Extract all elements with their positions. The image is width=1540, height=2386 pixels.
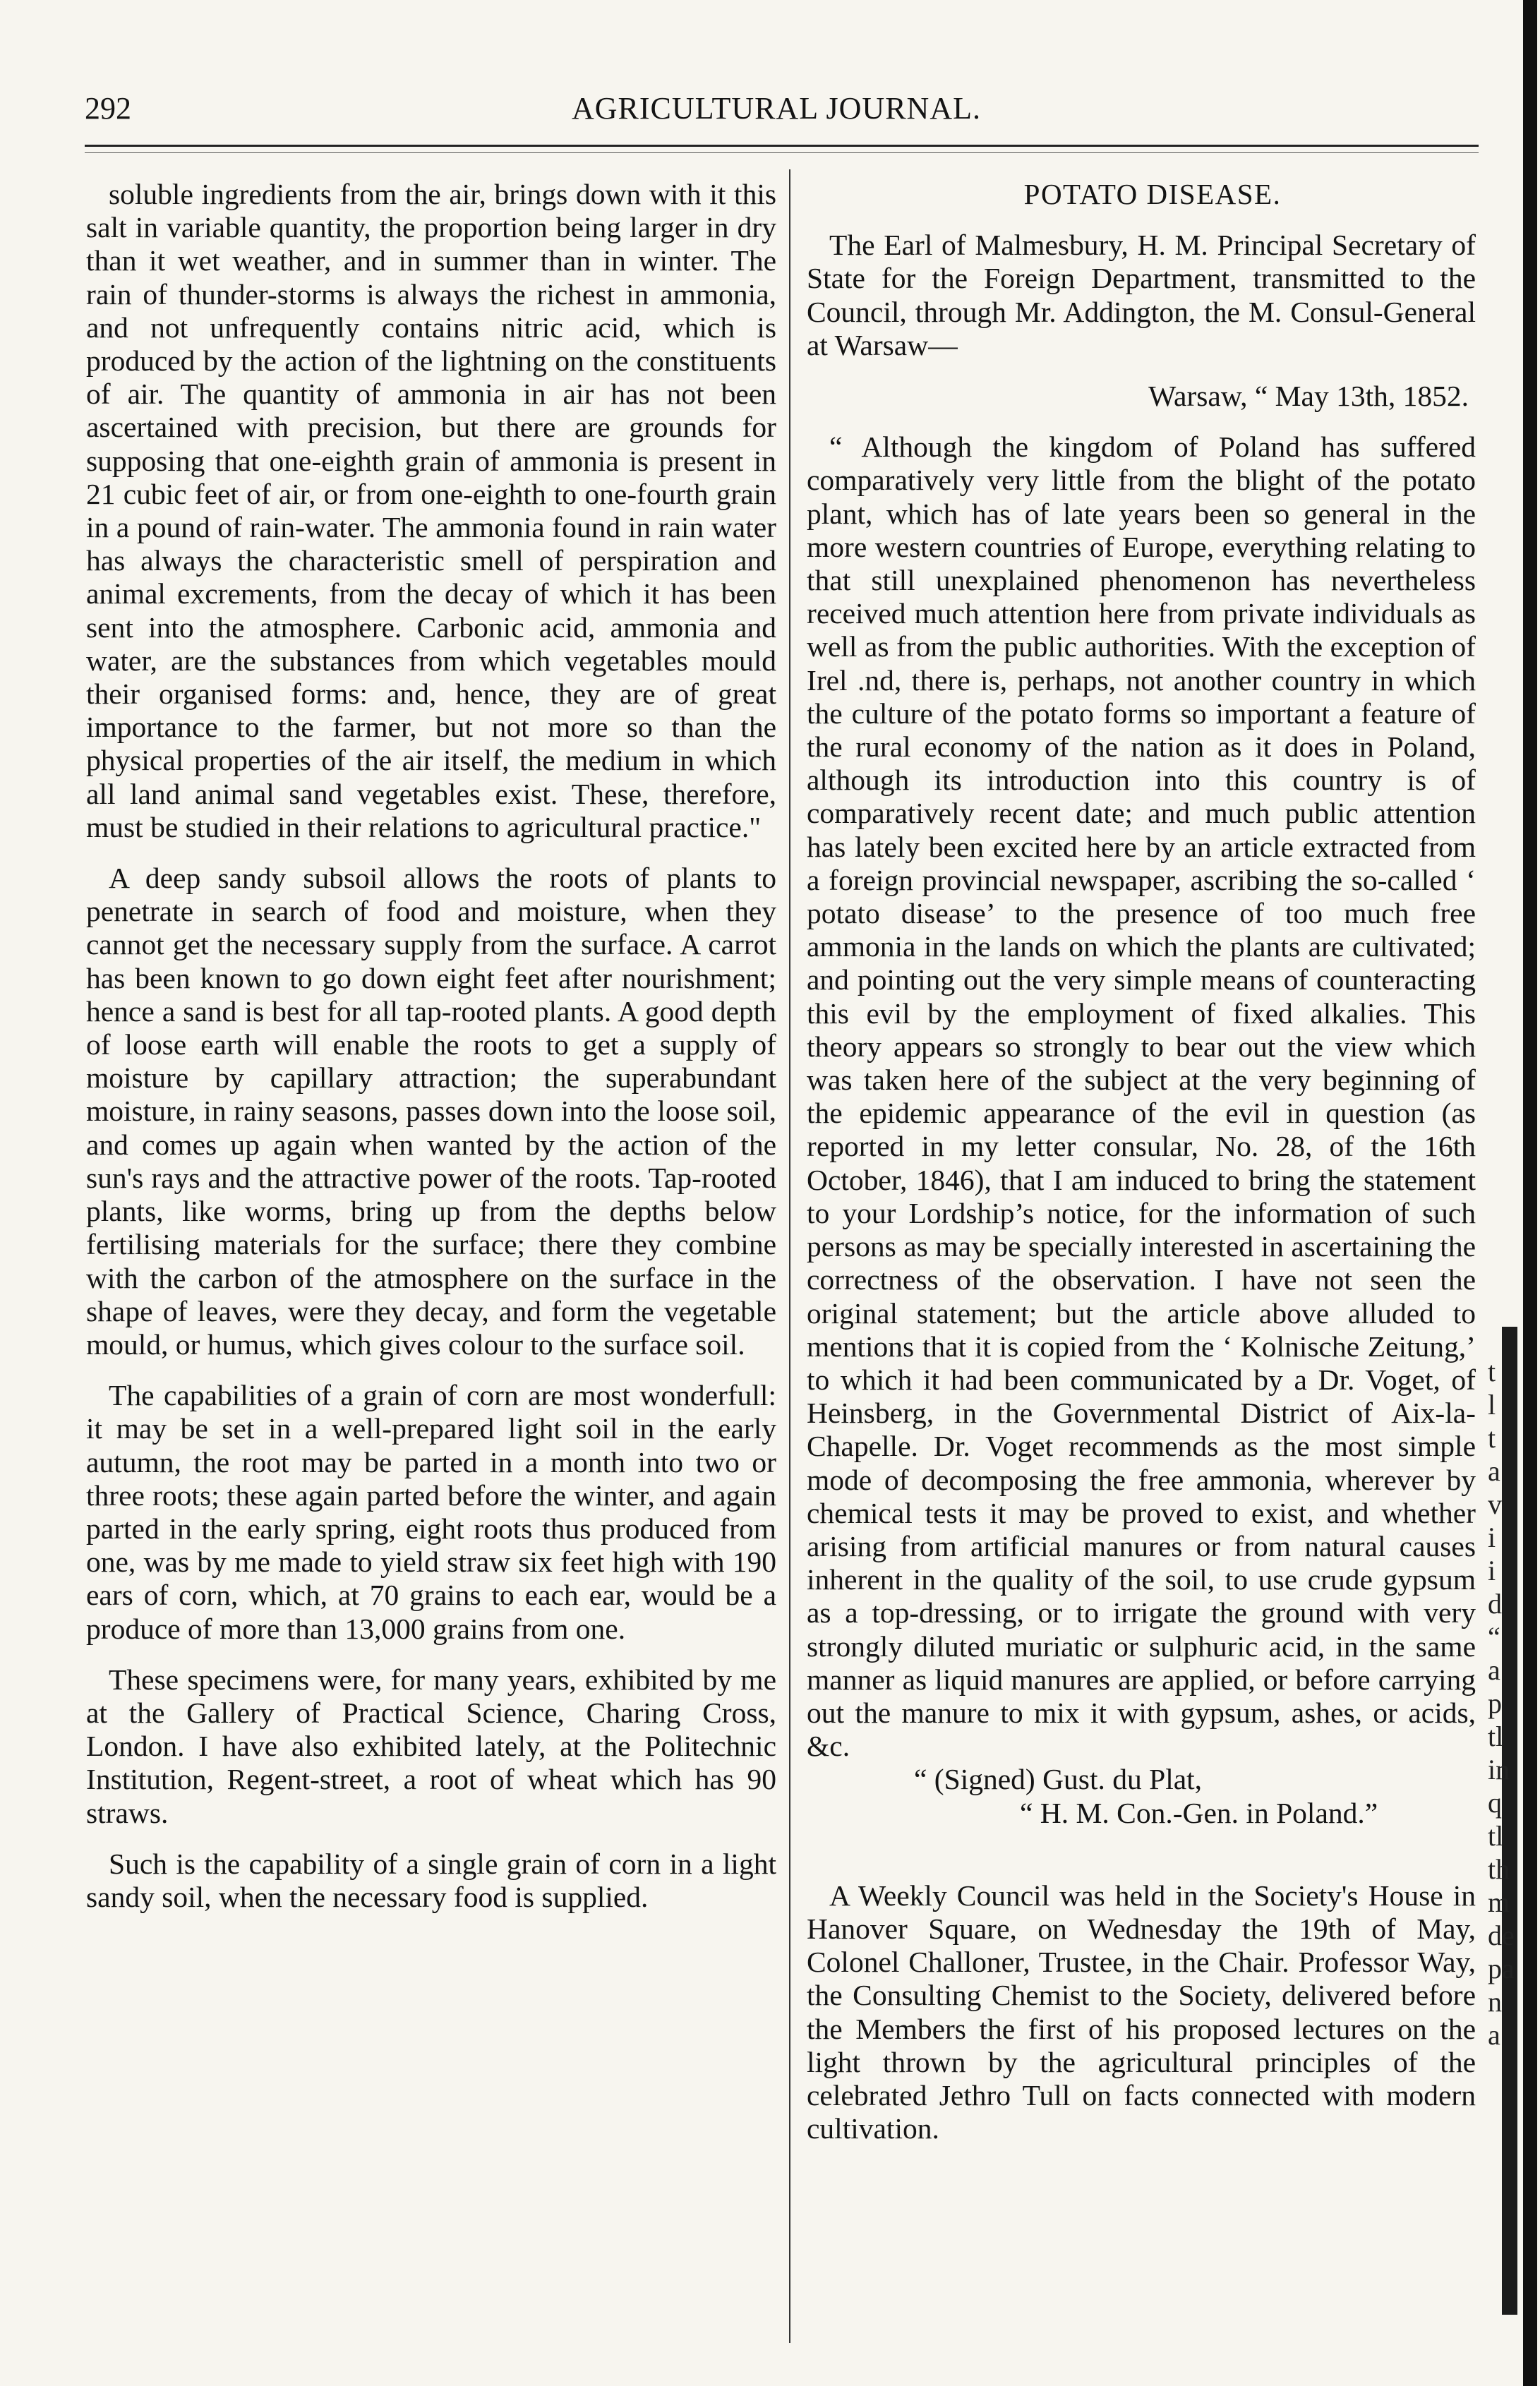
left-column [86, 178, 776, 1914]
edge-letter: de [1488, 1920, 1515, 1951]
edge-letter: d [1488, 1588, 1502, 1620]
intro-paragraph: The Earl of Malmesbury, H. M. Principal Secretary of State for the Foreign Department, transmitted to the Council, through Mr. Addington, the M. Consul-General at Warsaw— [807, 229, 1476, 361]
edge-letter: n [1488, 1986, 1502, 2018]
adjacent-page-fragment [1488, 1355, 1516, 2051]
paragraph: The capabilities of a grain of corn are most wonderfull: it may be set in a well-prepared light soil in the early autumn, the root may be parted in a month into two or three roots; these again parted before the winter, and again parted in the early spring, eight roots thus produced from one, was by me made to yield straw six feet high with 190 ears of corn, which, at 70 grains to each ear, would be a produce of more than 13,000 grains from one. [86, 1379, 776, 1645]
edge-letter: pa [1488, 1953, 1515, 1984]
edge-letter: a [1488, 2019, 1500, 2051]
dateline: Warsaw, “ May 13th, 1852. [1148, 380, 1469, 413]
letter-body: “ Although the kingdom of Poland has suffered comparatively very little from the blight of the potato plant, which has of late years been so general in the more western countries of Europe, everything relating to that still unexplained phenomenon has nevertheless received much attention here from private individuals as well as from the public authorities. With the exception of Irel .nd, there is, perhaps, not another country in which the culture of the potato forms so important a feature of the rural economy of the nation as it does in Poland, although its introduction into this country is of comparatively recent date; and much public attention has lately been excited here by an article extracted from a foreign provincial newspaper, ascribing the so-called ‘ potato disease’ to the presence of too much free ammonia in the lands on which the plants are cultivated; and pointing out the very simple means of counteracting this evil by the employment of fixed alkalies. This theory appears so strongly to bear out the view which was taken here of the subject at the very beginning of the epidemic appearance of the evil in question (as reported in my letter consular, No. 28, of the 16th October, 1846), that I am induced to bring the statement to your Lordship’s notice, for the information of such persons as may be specially interested in ascertaining the correctness of the observation. I have not seen the original statement; but the article above alluded to mentions that it is copied from the ‘ Kolnische Zeitung,’ to which it had been communicated by a Dr. Voget, of Heinsberg, in the Governmental District of Aix-la-Chapelle. Dr. Voget recommends as the most simple mode of decomposing the free ammonia, wherever by chemical tests it may be proved to exist, and whether arising from artificial manures or from natural causes inherent in the quality of the soil, to use crude gypsum as a top-dressing, or to irrigate the ground with very strongly diluted muriatic or sulphuric acid, in the same manner as liquid manures are applied, or before carrying out the manure to mix it with gypsum, ashes, or acids, &c. [807, 430, 1476, 1763]
paragraph: A deep sandy subsoil allows the roots of plants to penetrate in search of food and moisture, when they cannot get the necessary supply from the surface. A carrot has been known to go down eight feet after nourishment; hence a sand is best for all tap-rooted plants. A good depth of loose earth will enable the roots to get a supply of moisture by capillary attraction; the superabundant moisture, in rainy seasons, passes down into the loose soil, and comes up again when wanted by the action of the sun's rays and the attractive power of the roots. Tap-rooted plants, like worms, bring up from the depths below fertilising materials for the surface; there they combine with the carbon of the atmosphere on the surface in the shape of leaves, were they decay, and form the vegetable mould, or humus, which gives colour to the surface soil. [86, 862, 776, 1361]
page-number: 292 [85, 91, 131, 126]
section-title: POTATO DISEASE. [1023, 178, 1282, 210]
signature-title: “ H. M. Con.-Gen. in Poland.” [1020, 1796, 1378, 1829]
right-column [807, 178, 1476, 2145]
edge-letter: a [1488, 1654, 1500, 1686]
paragraph: These specimens were, for many years, exhibited by me at the Gallery of Practical Science, Charing Cross, London. I have also exhibited lately, at the Politechnic Institution, Regent-street, a root of wheat which has 90 straws. [86, 1663, 776, 1829]
edge-letter: i [1488, 1522, 1496, 1553]
edge-letter: “ [1488, 1621, 1500, 1653]
paragraph: soluble ingredients from the air, brings down with it this salt in variable quantity, the proportion being larger in dry than it wet weather, and in summer than in winter. The rain of thunder-storms is always the richest in ammonia, and not unfrequently contains nitric acid, which is produced by the action of the lightning on the constituents of air. The quantity of ammonia in air has not been ascertained with precision, but there are grounds for supposing that one-eighth grain of ammonia is present in 21 cubic feet of air, or from one-eighth to one-fourth grain in a pound of rain-water. The ammonia found in rain water has always the characteristic smell of perspiration and animal excrements, from the decay of which it has been sent into the atmosphere. Carbonic acid, ammonia and water, are the substances from which vegetables mould their organised forms: and, hence, they are of great importance to the farmer, but not more so than the physical properties of the air itself, the medium in which all land animal sand vegetables exist. These, therefore, must be studied in their relations to agricultural practice." [86, 178, 776, 843]
running-title: AGRICULTURAL JOURNAL. [572, 91, 981, 126]
header-rule [85, 145, 1479, 147]
weekly-council-paragraph: A Weekly Council was held in the Society's House in Hanover Square, on Wednesday the 19th of May, Colonel Challoner, Trustee, in the Chair. Professor Way, the Consulting Chemist to the Society, delivered before the Members the first of his proposed lectures on the light thrown by the agricultural principles of the celebrated Jethro Tull on facts connected with modern cultivation. [807, 1879, 1476, 2145]
edge-letter: a [1488, 1455, 1500, 1487]
section-gap [807, 1830, 1476, 1879]
page-edge-shadow [1523, 0, 1537, 2386]
column-divider [789, 169, 790, 2343]
edge-letter: p [1488, 1687, 1502, 1719]
edge-letter: v [1488, 1488, 1502, 1520]
signature-line: “ (Signed) Gust. du Plat, [914, 1763, 1203, 1796]
edge-letter: tl [1488, 1820, 1504, 1852]
edge-letter: m [1488, 1886, 1510, 1918]
edge-letter: l [1488, 1389, 1496, 1421]
edge-letter: th [1488, 1853, 1510, 1885]
paragraph: Such is the capability of a single grain of corn in a light sandy soil, when the necessary food is supplied. [86, 1847, 776, 1913]
edge-letter: t [1488, 1422, 1496, 1454]
edge-letter: i [1488, 1555, 1496, 1586]
page-header [85, 90, 1468, 133]
edge-letter: in [1488, 1754, 1510, 1785]
edge-letter: tl [1488, 1721, 1504, 1752]
header-rule-thin [85, 152, 1479, 153]
edge-letter: q [1488, 1787, 1502, 1819]
edge-letter: t [1488, 1356, 1496, 1387]
